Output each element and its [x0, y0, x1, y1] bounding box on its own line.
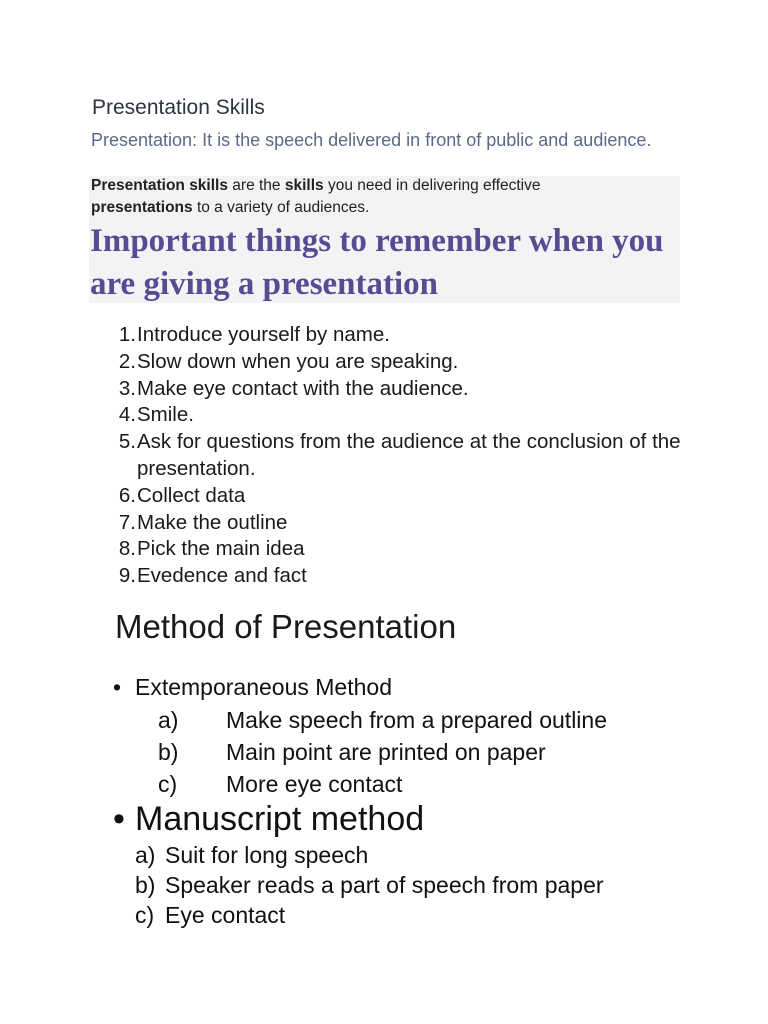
list-text: Main point are printed on paper [226, 739, 546, 765]
list-item [112, 483, 692, 510]
list-item [112, 429, 692, 483]
list-text: Pick the main idea [137, 537, 305, 561]
list-number: 6. [118, 483, 136, 507]
manuscript-bullet [113, 800, 424, 839]
list-item [135, 870, 604, 900]
list-text: Make speech from a prepared outline [226, 707, 607, 733]
tips-list [112, 322, 692, 590]
list-letter: c) [158, 771, 178, 797]
list-item [112, 402, 692, 429]
list-item [135, 900, 604, 930]
list-item [158, 736, 607, 768]
list-text: Suit for long speech [165, 842, 369, 868]
extemporaneous-bullet [113, 674, 392, 701]
important-things-heading: Important things to remember when you are giving a presentation [90, 223, 664, 302]
list-text: Smile. [137, 403, 194, 427]
list-text: Make the outline [137, 510, 288, 534]
list-letter: b) [135, 872, 156, 898]
manuscript-sublist [135, 840, 604, 930]
manuscript-title: Manuscript method [135, 800, 425, 838]
list-text: Speaker reads a part of speech from paper [165, 872, 604, 898]
list-item [112, 536, 692, 563]
list-letter: a) [135, 842, 156, 868]
list-letter: c) [135, 902, 155, 928]
extemporaneous-title: Extemporaneous Method [135, 674, 392, 700]
list-number: 5. [118, 430, 136, 454]
list-item [158, 768, 607, 800]
method-heading: Method of Presentation [115, 608, 457, 645]
list-number: 1. [118, 323, 136, 346]
bold-term: skills [284, 177, 324, 194]
list-item [112, 376, 692, 403]
list-item [158, 704, 607, 736]
bullet-icon: • [113, 674, 122, 700]
list-number: 8. [118, 537, 136, 561]
list-text: Collect data [137, 483, 246, 507]
list-number: 7. [118, 510, 136, 534]
list-text: Ask for questions from the audience at the conclusion of the presentation. [137, 430, 681, 480]
list-number: 4. [118, 403, 136, 427]
list-item [135, 840, 604, 870]
list-text: Slow down when you are speaking. [137, 349, 459, 373]
skills-definition-block [89, 176, 680, 303]
list-number: 3. [118, 376, 136, 400]
bullet-icon: • [113, 800, 125, 838]
list-item [112, 349, 692, 376]
list-letter: b) [158, 739, 179, 765]
extemporaneous-sublist [158, 704, 607, 800]
list-item [112, 510, 692, 537]
list-item [112, 322, 692, 349]
list-number: 9. [118, 564, 136, 588]
list-text: Make eye contact with the audience. [137, 376, 469, 400]
plain-text: to a variety of audiences. [192, 199, 370, 216]
list-letter: a) [158, 707, 179, 733]
list-text: Evedence and fact [137, 564, 307, 588]
list-text: Introduce yourself by name. [137, 323, 390, 346]
plain-text: are the [227, 177, 285, 194]
skills-definition-line-2 [91, 199, 369, 217]
skills-definition-line-1 [91, 177, 541, 195]
list-text: More eye contact [226, 771, 403, 797]
plain-text: you need in delivering effective [323, 177, 541, 194]
bold-term: Presentation skills [91, 177, 228, 194]
page-title: Presentation Skills [92, 96, 265, 119]
presentation-definition: Presentation: It is the speech delivered in front of public and audience. [91, 130, 652, 150]
bold-term: presentations [91, 199, 193, 216]
list-item [112, 563, 692, 590]
list-text: Eye contact [165, 902, 286, 928]
list-number: 2. [118, 349, 136, 373]
